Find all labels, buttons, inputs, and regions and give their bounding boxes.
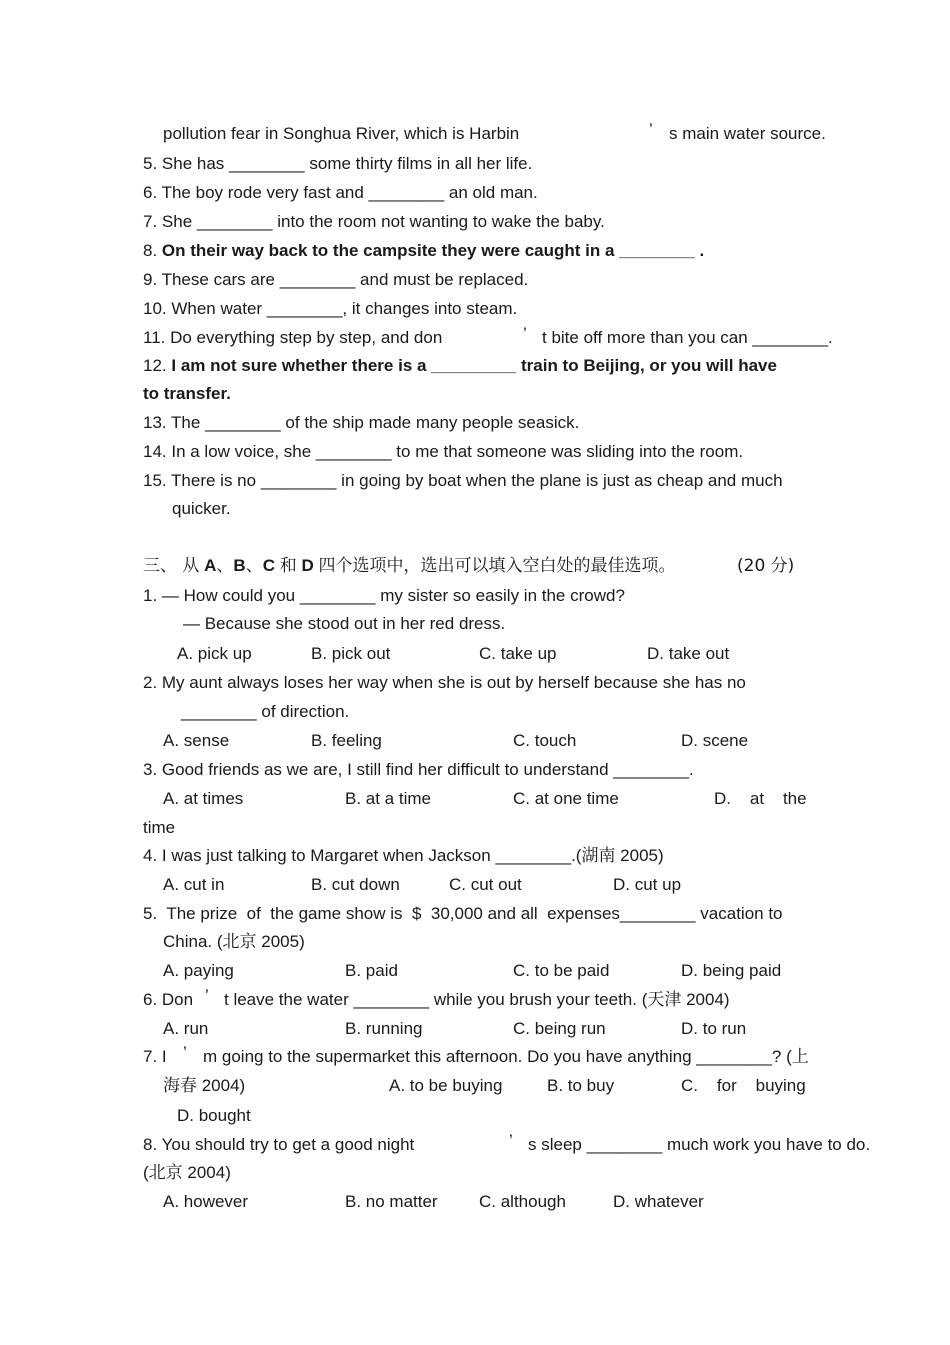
option-a: A. paying <box>163 961 234 980</box>
option-b: B. pick out <box>311 644 391 663</box>
header-option-b: B <box>233 556 246 575</box>
mc-question-7-continuation: 海春 2004) <box>163 1076 246 1095</box>
apostrophe: ’ <box>205 986 209 1005</box>
mc-question-8-c: s sleep ________ much work you have to do. <box>528 1135 871 1154</box>
option-d: D. being paid <box>681 961 782 980</box>
question-8-number: 8. <box>143 241 158 260</box>
header-option-a: A <box>204 556 217 575</box>
question-15-continuation: quicker. <box>172 499 231 518</box>
option-c: C. at one time <box>513 789 619 808</box>
apostrophe: ’ <box>649 120 653 139</box>
option-a: A. however <box>163 1192 249 1211</box>
mc-question-8-a: 8. You should try to get a good night <box>143 1135 415 1154</box>
option-c: C. for buying <box>681 1076 806 1095</box>
option-b: B. paid <box>345 961 398 980</box>
option-a: A. cut in <box>163 875 225 894</box>
option-b: B. at a time <box>345 789 431 808</box>
apostrophe: ’ <box>509 1131 513 1150</box>
mc-question-6-a: 6. Don <box>143 990 194 1009</box>
option-c: C. touch <box>513 731 577 750</box>
mc-question-7-a: 7. I <box>143 1047 167 1066</box>
section-3-header <box>143 556 675 576</box>
option-d: D. to run <box>681 1019 747 1038</box>
mc-question-6-c: t leave the water ________ while you brush your teeth. (天津 2004) <box>224 990 730 1009</box>
option-c: C. being run <box>513 1019 606 1038</box>
option-d: D. cut up <box>613 875 682 894</box>
header-and: 和 <box>279 556 297 576</box>
header-option-d: D <box>301 556 314 575</box>
question-9: 9. These cars are ________ and must be replaced. <box>143 270 529 289</box>
mc-question-3: 3. Good friends as we are, I still find her difficult to understand ________. <box>143 760 694 779</box>
line-pollution-c: s main water source. <box>669 124 826 143</box>
mc-question-8-continuation: (北京 2004) <box>143 1163 231 1182</box>
question-12 <box>143 356 777 376</box>
apostrophe: ’ <box>523 324 527 343</box>
option-c: C. although <box>479 1192 566 1211</box>
option-b: B. running <box>345 1019 423 1038</box>
option-c: C. take up <box>479 644 557 663</box>
question-12-text: I am not sure whether there is a _________ train to Beijing, or you will have <box>171 356 777 375</box>
mc-question-4: 4. I was just talking to Margaret when Jackson ________.(湖南 2005) <box>143 846 664 865</box>
option-d: D. whatever <box>613 1192 704 1211</box>
option-b: B. cut down <box>311 875 400 894</box>
header-option-c: C <box>262 556 275 575</box>
header-separator: 、 <box>245 556 263 576</box>
section-3-points: (20 分) <box>737 556 795 576</box>
mc-question-2-continuation: ________ of direction. <box>181 702 350 721</box>
question-12-number: 12. <box>143 356 167 375</box>
line-pollution-a: pollution fear in Songhua River, which is Harbin <box>163 124 520 143</box>
question-5: 5. She has ________ some thirty films in all her life. <box>143 154 533 173</box>
header-prefix: 三、 从 <box>143 556 200 576</box>
question-13: 13. The ________ of the ship made many people seasick. <box>143 413 580 432</box>
option-a: A. sense <box>163 731 230 750</box>
question-10: 10. When water ________, it changes into steam. <box>143 299 518 318</box>
mc-question-1: 1. — How could you ________ my sister so easily in the crowd? <box>143 586 625 605</box>
mc-question-1-reply: — Because she stood out in her red dress. <box>183 614 506 633</box>
option-c: C. to be paid <box>513 961 610 980</box>
question-8-text: On their way back to the campsite they were caught in a ________ . <box>161 241 705 260</box>
option-a: A. at times <box>163 789 244 808</box>
mc-question-7-c: m going to the supermarket this afternoon. Do you have anything ________? (上 <box>203 1047 809 1066</box>
option-d-wrap: time <box>143 818 176 837</box>
option-d: D. bought <box>177 1106 251 1125</box>
mc-question-5: 5. The prize of the game show is $ 30,000 and all expenses________ vacation to <box>143 904 783 923</box>
question-6: 6. The boy rode very fast and ________ an old man. <box>143 183 538 202</box>
option-c: C. cut out <box>449 875 522 894</box>
question-11-c: t bite off more than you can ________. <box>542 328 833 347</box>
question-11-a: 11. Do everything step by step, and don <box>143 328 443 347</box>
mc-question-2: 2. My aunt always loses her way when she is out by herself because she has no <box>143 673 746 692</box>
header-instruction: 四个选项中，选出可以填入空白处的最佳选项。 <box>318 556 676 576</box>
option-a: A. pick up <box>177 644 252 663</box>
option-d: D. take out <box>647 644 730 663</box>
option-d: D. scene <box>681 731 749 750</box>
option-b: B. no matter <box>345 1192 438 1211</box>
option-a: A. run <box>163 1019 209 1038</box>
question-8 <box>143 241 704 261</box>
question-12-continuation: to transfer. <box>143 384 231 403</box>
question-7: 7. She ________ into the room not wanting to wake the baby. <box>143 212 605 231</box>
apostrophe: ’ <box>183 1043 187 1062</box>
option-d: D. at the <box>714 789 807 808</box>
mc-question-5-continuation: China. (北京 2005) <box>163 932 305 951</box>
header-separator: 、 <box>216 556 234 576</box>
question-15: 15. There is no ________ in going by boat when the plane is just as cheap and much <box>143 471 783 490</box>
question-14: 14. In a low voice, she ________ to me that someone was sliding into the room. <box>143 442 744 461</box>
option-b: B. feeling <box>311 731 382 750</box>
option-b: B. to buy <box>547 1076 615 1095</box>
option-a: A. to be buying <box>389 1076 503 1095</box>
